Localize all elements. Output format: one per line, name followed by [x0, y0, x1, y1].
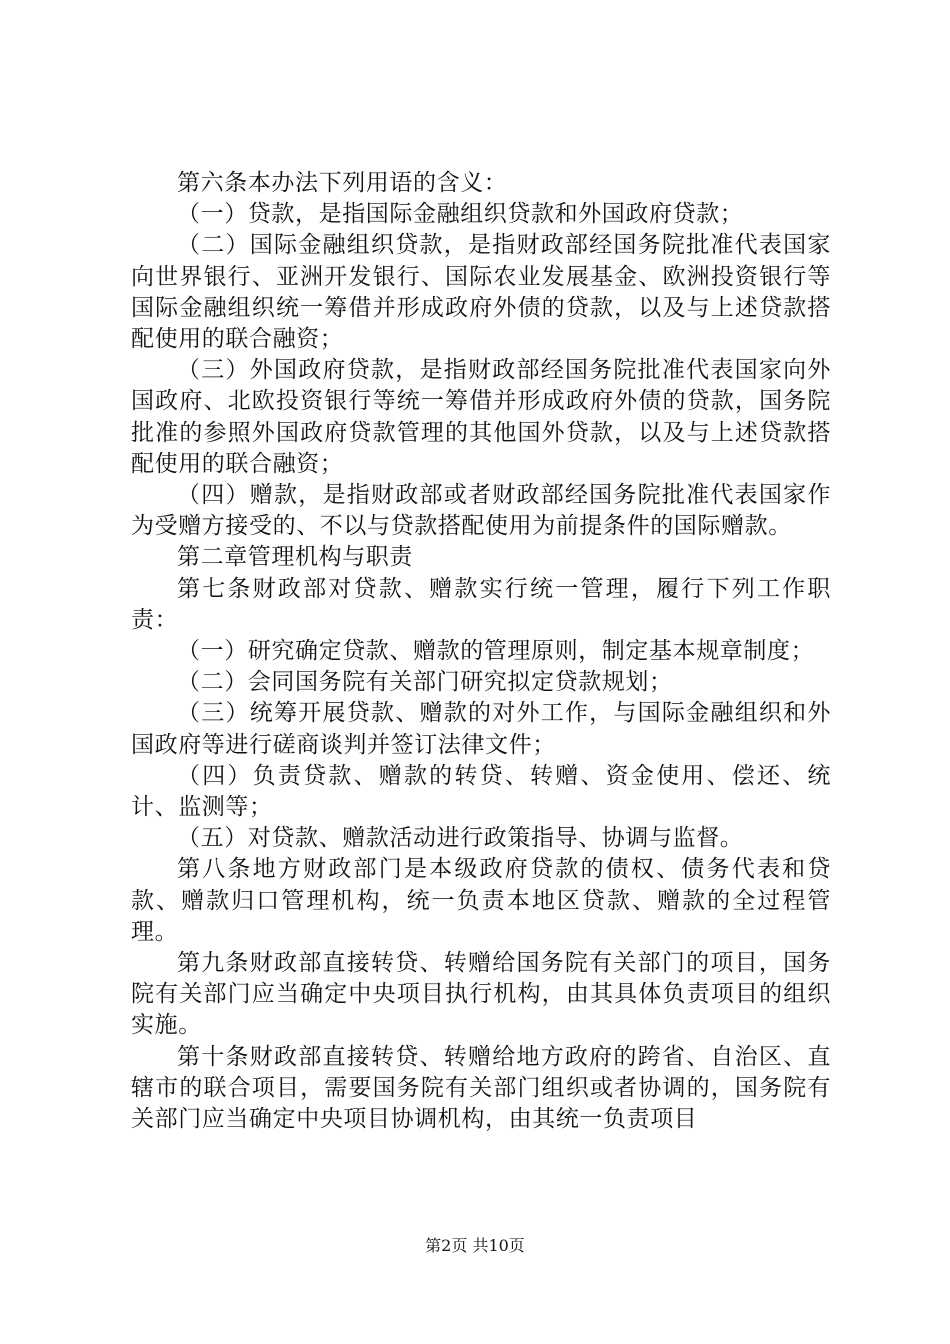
paragraph-duty-3: （三）统筹开展贷款、赠款的对外工作，与国际金融组织和外国政府等进行磋商谈判并签订法律文件； [131, 700, 831, 758]
paragraph-article-9: 第九条财政部直接转贷、转赠给国务院有关部门的项目，国务院有关部门应当确定中央项目执行机构，由其具体负责项目的组织实施。 [131, 950, 831, 1039]
paragraph-duty-5: （五）对贷款、赠款活动进行政策指导、协调与监督。 [177, 825, 744, 852]
paragraph-item-2: （二）国际金融组织贷款，是指财政部经国务院批准代表国家向世界银行、亚洲开发银行、国际农业发展基金、欧洲投资银行等国际金融组织统一筹借并形成政府外债的贷款，以及与上述贷款搭配使用的联合融资； [131, 232, 831, 353]
paragraph-article-7: 第七条财政部对贷款、赠款实行统一管理，履行下列工作职责： [131, 575, 831, 633]
paragraph-item-4: （四）赠款，是指财政部或者财政部经国务院批准代表国家作为受赠方接受的、不以与贷款搭配使用为前提条件的国际赠款。 [131, 482, 831, 540]
paragraph-article-10: 第十条财政部直接转贷、转赠给地方政府的跨省、自治区、直辖市的联合项目，需要国务院有关部门组织或者协调的，国务院有关部门应当确定中央项目协调机构，由其统一负责项目 [131, 1043, 831, 1133]
paragraph-duty-1: （一）研究确定贷款、赠款的管理原则，制定基本规章制度； [177, 638, 815, 665]
paragraph-duty-4: （四）负责贷款、赠款的转贷、转赠、资金使用、偿还、统计、监测等； [131, 762, 831, 821]
document-body [131, 168, 831, 1135]
paragraph-duty-2: （二）会同国务院有关部门研究拟定贷款规划； [177, 669, 673, 696]
paragraph-item-1: （一）贷款，是指国际金融组织贷款和外国政府贷款； [177, 201, 744, 228]
page-number-footer: 第2页 共10页 [425, 1236, 525, 1255]
paragraph-item-3: （三）外国政府贷款，是指财政部经国务院批准代表国家向外国政府、北欧投资银行等统一筹借并形成政府外债的贷款，国务院批准的参照外国政府贷款管理的其他国外贷款，以及与上述贷款搭配使用的联合融资； [131, 357, 831, 477]
paragraph-article-8: 第八条地方财政部门是本级政府贷款的债权、债务代表和贷款、赠款归口管理机构，统一负责本地区贷款、赠款的全过程管理。 [131, 856, 831, 945]
chapter-heading: 第二章管理机构与职责 [177, 544, 413, 571]
paragraph-article-6: 第六条本办法下列用语的含义： [177, 170, 508, 196]
